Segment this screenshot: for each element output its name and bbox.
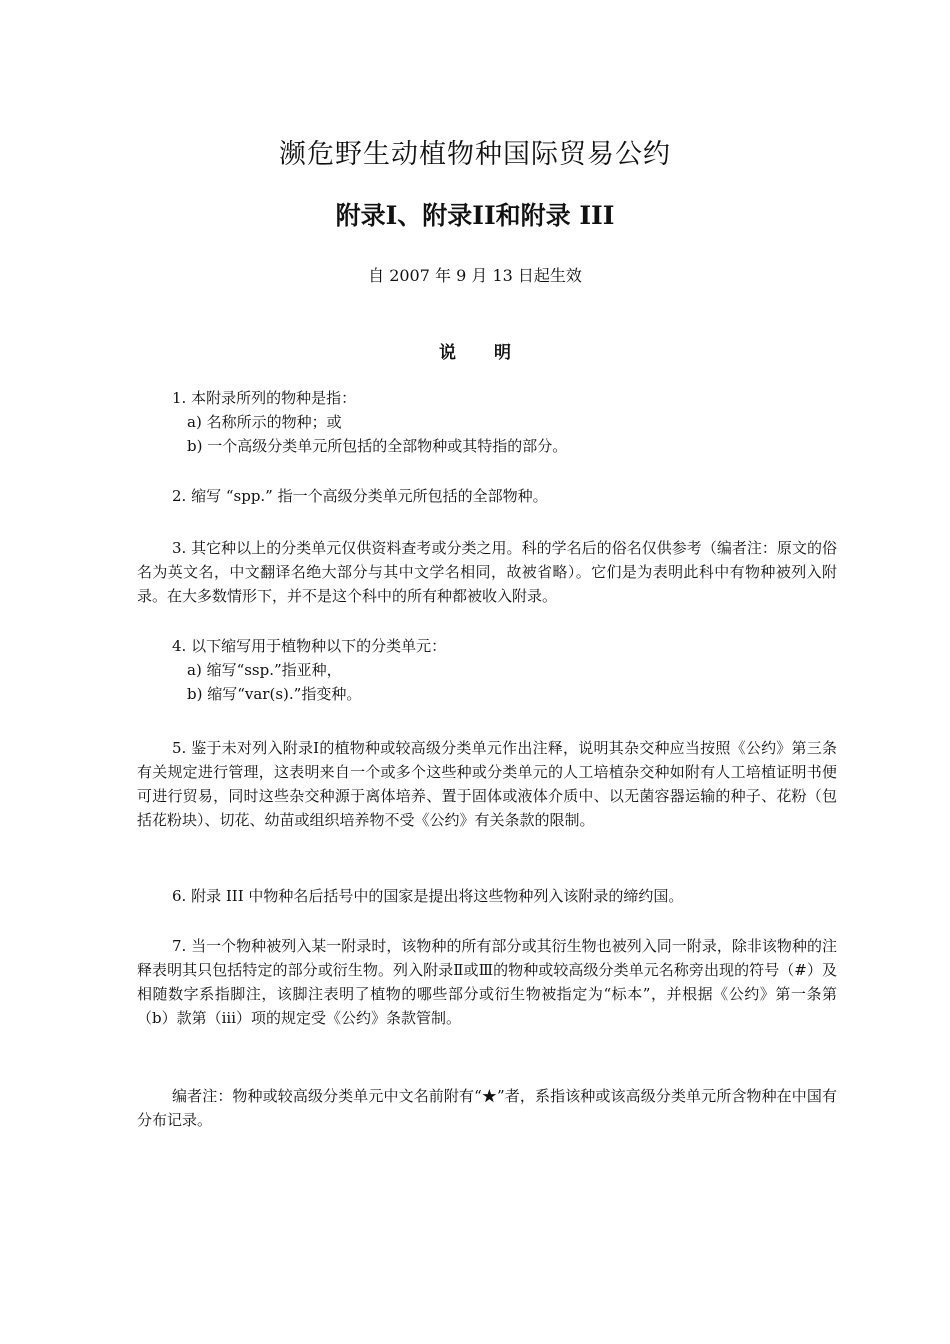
item-7-text: 7. 当一个物种被列入某一附录时，该物种的所有部分或其衍生物也被列入同一附录，除非该物种的注释表明其只包括特定的部分或衍生物。列入附录Ⅱ或Ⅲ的物种或较高级分类单元名称旁出现的符号（#）及相随数字系指脚注，该脚注表明了植物的哪些部分或衍生物被指定为“标本”，并根据《公约》第一条第（b）款第（iii）项的规定受《公约》条款管制。 (137, 937, 837, 1027)
item-5 (137, 736, 837, 832)
item-2-text: 2. 缩写 “spp.” 指一个高级分类单元所包括的全部物种。 (172, 487, 548, 505)
item-1-b: b) 一个高级分类单元所包括的全部物种或其特指的部分。 (187, 437, 568, 455)
item-1-lead: 1. 本附录所列的物种是指： (172, 389, 357, 407)
item-4-b: b) 缩写“var(s).”指变种。 (187, 685, 362, 703)
document-subtitle: 附录I、附录II和附录 III (335, 201, 615, 230)
item-4-lead: 4. 以下缩写用于植物种以下的分类单元： (172, 637, 447, 655)
item-1-a: a) 名称所示的物种；或 (187, 413, 342, 431)
item-4 (137, 634, 837, 706)
section-heading: 说 明 (439, 343, 527, 363)
item-4-a: a) 缩写“ssp.”指亚种， (187, 661, 342, 679)
item-6-text: 6. 附录 III 中物种名后括号中的国家是提出将这些物种列入该附录的缔约国。 (172, 887, 684, 905)
item-6 (137, 884, 837, 908)
effective-date: 自 2007 年 9 月 13 日起生效 (368, 266, 582, 285)
editor-note: 编者注：物种或较高级分类单元中文名前附有“★”者，系指该种或该高级分类单元所含物种在中国有分布记录。 (137, 1087, 837, 1129)
document-title: 濒危野生动植物种国际贸易公约 (279, 139, 671, 170)
item-5-text: 5. 鉴于未对列入附录Ⅰ的植物种或较高级分类单元作出注释，说明其杂交种应当按照《公约》第三条有关规定进行管理，这表明来自一个或多个这些种或分类单元的人工培植杂交种如附有人工培植证明书便可进行贸易，同时这些杂交种源于离体培养、置于固体或液体介质中、以无菌容器运输的种子、花粉（包括花粉块）、切花、幼苗或组织培养物不受《公约》有关条款的限制。 (137, 739, 837, 829)
item-3-text: 3. 其它种以上的分类单元仅供资料查考或分类之用。科的学名后的俗名仅供参考（编者注：原文的俗名为英文名，中文翻译名绝大部分与其中文学名相同，故被省略）。它们是为表明此科中有物种被列入附录。在大多数情形下，并不是这个科中的所有种都被收入附录。 (137, 539, 837, 605)
item-7 (137, 934, 837, 1030)
item-2 (137, 484, 837, 508)
item-1 (137, 386, 837, 458)
item-3 (137, 536, 837, 608)
